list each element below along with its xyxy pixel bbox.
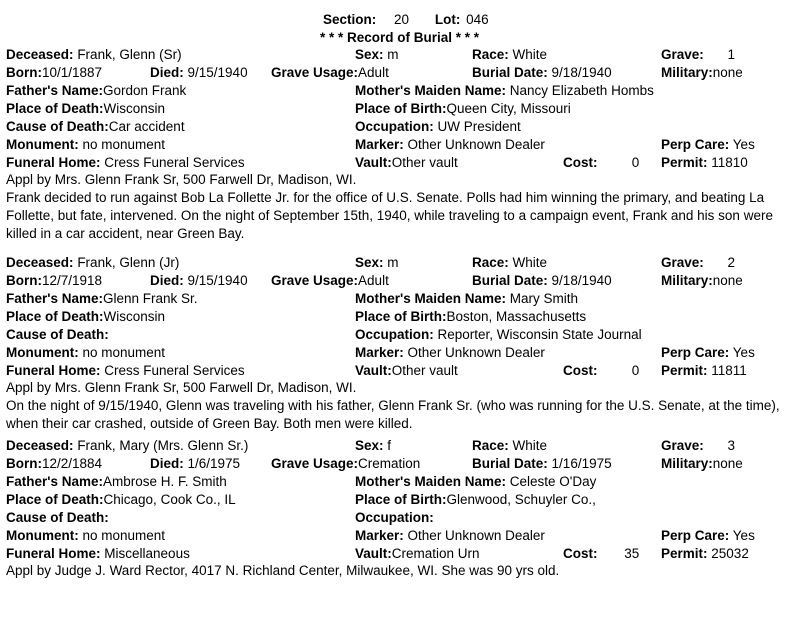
father-field	[6, 291, 198, 307]
burial-date-value: 9/18/1940	[551, 65, 612, 80]
mother-field	[355, 474, 596, 490]
place-of-birth-value: Boston, Massachusetts	[446, 309, 587, 324]
place-of-birth-value: Queen City, Missouri	[446, 101, 571, 116]
burial-date-value: 9/18/1940	[551, 273, 612, 288]
funeral-home-value: Cress Funeral Services	[104, 363, 245, 378]
cause-of-death-label: Cause of Death:	[6, 119, 109, 134]
father-label: Father's Name:	[6, 291, 103, 306]
cost-label: Cost:	[563, 155, 598, 170]
marker-label: Marker:	[355, 137, 404, 152]
note-line: Frank decided to run against Bob La Follette Jr. for the office of U.S. Senate. Polls had him winning the primary, and beating La Follette, but fate, intervened. On the night of September 15th, 1940, while traveling to a campaign event, Frank and his son were killed in a car accident, near Green Bay.	[6, 190, 773, 241]
funeral-home-field	[6, 363, 245, 379]
funeral-home-value: Cress Funeral Services	[104, 155, 245, 170]
monument-value: no monument	[82, 345, 166, 360]
cause-of-death-label: Cause of Death:	[6, 327, 109, 342]
lot-value: 046	[466, 12, 489, 27]
vault-value: Cremation Urn	[391, 546, 480, 561]
place-of-death-label: Place of Death:	[6, 492, 104, 507]
perp-care-value: Yes	[732, 137, 755, 152]
grave-field	[661, 438, 735, 454]
died-value: 9/15/1940	[187, 65, 248, 80]
sex-field	[355, 47, 399, 63]
permit-value: 11810	[711, 155, 748, 170]
marker-field	[355, 345, 545, 361]
died-field	[150, 456, 240, 472]
grave-usage-label: Grave Usage:	[271, 65, 359, 80]
place-of-birth-label: Place of Birth:	[355, 101, 447, 116]
burial-date-label: Burial Date:	[472, 65, 548, 80]
monument-label: Monument:	[6, 345, 79, 360]
cause-of-death-label: Cause of Death:	[6, 510, 109, 525]
sex-field	[355, 438, 391, 454]
born-field	[6, 456, 102, 472]
deceased-value: Frank, Glenn (Jr)	[77, 255, 180, 270]
died-value: 9/15/1940	[187, 273, 248, 288]
vault-label: Vault:	[355, 363, 392, 378]
mother-value: Nancy Elizabeth Hombs	[509, 83, 654, 98]
vault-label: Vault:	[355, 546, 392, 561]
deceased-value: Frank, Mary (Mrs. Glenn Sr.)	[77, 438, 249, 453]
vault-field	[355, 546, 480, 562]
burial-date-label: Burial Date:	[472, 273, 548, 288]
permit-field	[661, 363, 747, 379]
marker-label: Marker:	[355, 528, 404, 543]
military-label: Military:	[661, 456, 713, 471]
funeral-home-value: Miscellaneous	[104, 546, 190, 561]
deceased-value: Frank, Glenn (Sr)	[77, 47, 182, 62]
burial-record	[0, 255, 801, 435]
note-line: On the night of 9/15/1940, Glenn was traveling with his father, Glenn Frank Sr. (who was running for the U.S. Senate, at the time), when their car crashed, outside of Green Bay. Both men were killed.	[6, 398, 780, 431]
place-of-death-field	[6, 309, 165, 325]
died-field	[150, 273, 248, 289]
race-field	[472, 47, 547, 63]
cost-label: Cost:	[563, 546, 598, 561]
grave-usage-value: Cremation	[358, 456, 421, 471]
place-of-death-field	[6, 101, 165, 117]
place-of-birth-label: Place of Birth:	[355, 492, 447, 507]
cost-field	[563, 363, 639, 379]
record-notes	[6, 171, 796, 243]
mother-field	[355, 83, 654, 99]
permit-label: Permit:	[661, 363, 708, 378]
funeral-home-field	[6, 546, 190, 562]
marker-field	[355, 137, 545, 153]
note-line: Appl by Mrs. Glenn Frank Sr, 500 Farwell Dr, Madison, WI.	[6, 172, 357, 187]
military-value: none	[712, 273, 743, 288]
note-line: Appl by Judge J. Ward Rector, 4017 N. Richland Center, Milwaukee, WI. She was 90 yrs old.	[6, 563, 560, 578]
perp-care-value: Yes	[732, 528, 755, 543]
grave-label: Grave:	[661, 255, 704, 270]
grave-usage-label: Grave Usage:	[271, 273, 359, 288]
record-notes	[6, 562, 796, 580]
sex-value: m	[387, 255, 399, 270]
burial-date-field	[472, 65, 612, 81]
cause-of-death-field	[6, 327, 109, 343]
died-label: Died:	[150, 273, 184, 288]
born-label: Born:	[6, 456, 42, 471]
place-of-death-value: Wisconsin	[103, 309, 166, 324]
place-of-death-value: Wisconsin	[103, 101, 166, 116]
mother-field	[355, 291, 578, 307]
military-field	[661, 65, 743, 81]
died-value: 1/6/1975	[187, 456, 241, 471]
grave-usage-field	[271, 456, 420, 472]
perp-care-value: Yes	[732, 345, 755, 360]
died-label: Died:	[150, 456, 184, 471]
died-field	[150, 65, 248, 81]
mother-label: Mother's Maiden Name:	[355, 291, 506, 306]
vault-field	[355, 363, 458, 379]
permit-value: 11811	[711, 363, 747, 378]
father-label: Father's Name:	[6, 83, 103, 98]
sex-label: Sex:	[355, 255, 384, 270]
burial-date-label: Burial Date:	[472, 456, 548, 471]
cause-of-death-value: Car accident	[108, 119, 185, 134]
race-field	[472, 438, 547, 454]
marker-label: Marker:	[355, 345, 404, 360]
sex-label: Sex:	[355, 438, 384, 453]
military-field	[661, 456, 743, 472]
race-value: White	[512, 255, 548, 270]
occupation-field	[355, 119, 521, 135]
monument-value: no monument	[82, 528, 166, 543]
born-value: 12/2/1884	[42, 456, 103, 471]
permit-field	[661, 546, 749, 562]
place-of-birth-field	[355, 492, 596, 508]
section-label: Section:	[323, 12, 377, 27]
occupation-field	[355, 510, 434, 526]
vault-value: Other vault	[391, 155, 458, 170]
grave-value: 2	[727, 255, 736, 270]
occupation-field	[355, 327, 642, 343]
race-field	[472, 255, 547, 271]
cost-label: Cost:	[563, 363, 598, 378]
grave-label: Grave:	[661, 438, 704, 453]
place-of-birth-field	[355, 101, 571, 117]
deceased-field	[6, 255, 179, 271]
mother-label: Mother's Maiden Name:	[355, 474, 506, 489]
marker-field	[355, 528, 545, 544]
perp-care-field	[661, 137, 755, 153]
cost-value: 35	[624, 546, 640, 561]
occupation-label: Occupation:	[355, 510, 434, 525]
grave-usage-field	[271, 273, 389, 289]
mother-value: Mary Smith	[509, 291, 579, 306]
monument-field	[6, 137, 165, 153]
grave-value: 3	[727, 438, 736, 453]
grave-label: Grave:	[661, 47, 704, 62]
funeral-home-label: Funeral Home:	[6, 546, 101, 561]
record-notes	[6, 379, 796, 433]
military-label: Military:	[661, 65, 713, 80]
cost-value: 0	[631, 155, 640, 170]
military-label: Military:	[661, 273, 713, 288]
died-label: Died:	[150, 65, 184, 80]
marker-value: Other Unknown Dealer	[407, 528, 545, 543]
place-of-birth-label: Place of Birth:	[355, 309, 447, 324]
monument-field	[6, 345, 165, 361]
occupation-value: Reporter, Wisconsin State Journal	[437, 327, 642, 342]
funeral-home-label: Funeral Home:	[6, 155, 101, 170]
grave-field	[661, 47, 735, 63]
lot-label: Lot:	[434, 12, 461, 27]
cost-value: 0	[631, 363, 640, 378]
monument-label: Monument:	[6, 137, 79, 152]
race-label: Race:	[472, 47, 509, 62]
permit-label: Permit:	[661, 155, 708, 170]
perp-care-label: Perp Care:	[661, 528, 730, 543]
race-value: White	[512, 47, 548, 62]
place-of-birth-value: Glenwood, Schuyler Co.,	[446, 492, 596, 507]
perp-care-label: Perp Care:	[661, 137, 730, 152]
monument-field	[6, 528, 165, 544]
section-header	[323, 12, 489, 27]
born-value: 10/1/1887	[42, 65, 103, 80]
note-line: Appl by Mrs. Glenn Frank Sr, 500 Farwell Dr, Madison, WI.	[6, 380, 357, 395]
burial-record	[0, 47, 801, 241]
grave-field	[661, 255, 735, 271]
mother-value: Celeste O'Day	[509, 474, 597, 489]
father-value: Ambrose H. F. Smith	[103, 474, 227, 489]
sex-field	[355, 255, 399, 271]
vault-label: Vault:	[355, 155, 392, 170]
born-field	[6, 65, 102, 81]
born-field	[6, 273, 102, 289]
funeral-home-field	[6, 155, 245, 171]
race-label: Race:	[472, 255, 509, 270]
perp-care-label: Perp Care:	[661, 345, 730, 360]
occupation-label: Occupation:	[355, 119, 434, 134]
burial-date-field	[472, 273, 612, 289]
deceased-label: Deceased:	[6, 47, 74, 62]
grave-usage-field	[271, 65, 389, 81]
marker-value: Other Unknown Dealer	[407, 137, 545, 152]
place-of-death-value: Chicago, Cook Co., IL	[103, 492, 236, 507]
father-label: Father's Name:	[6, 474, 103, 489]
race-value: White	[512, 438, 548, 453]
monument-value: no monument	[82, 137, 166, 152]
permit-label: Permit:	[661, 546, 708, 561]
place-of-death-field	[6, 492, 236, 508]
occupation-label: Occupation:	[355, 327, 434, 342]
cost-field	[563, 546, 639, 562]
cost-field	[563, 155, 639, 171]
marker-value: Other Unknown Dealer	[407, 345, 545, 360]
sex-value: m	[387, 47, 399, 62]
grave-value: 1	[727, 47, 736, 62]
burial-record	[0, 438, 801, 618]
race-label: Race:	[472, 438, 509, 453]
military-field	[661, 273, 743, 289]
place-of-death-label: Place of Death:	[6, 101, 104, 116]
cause-of-death-field	[6, 510, 109, 526]
vault-field	[355, 155, 458, 171]
occupation-value: UW President	[437, 119, 521, 134]
father-field	[6, 83, 186, 99]
military-value: none	[712, 456, 743, 471]
military-value: none	[712, 65, 743, 80]
burial-date-field	[472, 456, 612, 472]
permit-value: 25032	[711, 546, 749, 561]
father-value: Glenn Frank Sr.	[103, 291, 198, 306]
funeral-home-label: Funeral Home:	[6, 363, 101, 378]
sex-label: Sex:	[355, 47, 384, 62]
deceased-label: Deceased:	[6, 255, 74, 270]
born-label: Born:	[6, 65, 42, 80]
place-of-death-label: Place of Death:	[6, 309, 104, 324]
deceased-field	[6, 438, 248, 454]
perp-care-field	[661, 345, 755, 361]
sex-value: f	[387, 438, 392, 453]
page-title: * * * Record of Burial * * *	[320, 30, 480, 45]
mother-label: Mother's Maiden Name:	[355, 83, 506, 98]
burial-date-value: 1/16/1975	[551, 456, 612, 471]
vault-value: Other vault	[391, 363, 458, 378]
monument-label: Monument:	[6, 528, 79, 543]
father-field	[6, 474, 227, 490]
deceased-label: Deceased:	[6, 438, 74, 453]
permit-field	[661, 155, 748, 171]
cause-of-death-field	[6, 119, 185, 135]
born-value: 12/7/1918	[42, 273, 103, 288]
perp-care-field	[661, 528, 755, 544]
place-of-birth-field	[355, 309, 586, 325]
section-value: 20	[394, 12, 410, 27]
grave-usage-label: Grave Usage:	[271, 456, 359, 471]
grave-usage-value: Adult	[358, 65, 389, 80]
grave-usage-value: Adult	[358, 273, 389, 288]
born-label: Born:	[6, 273, 42, 288]
deceased-field	[6, 47, 182, 63]
father-value: Gordon Frank	[103, 83, 187, 98]
